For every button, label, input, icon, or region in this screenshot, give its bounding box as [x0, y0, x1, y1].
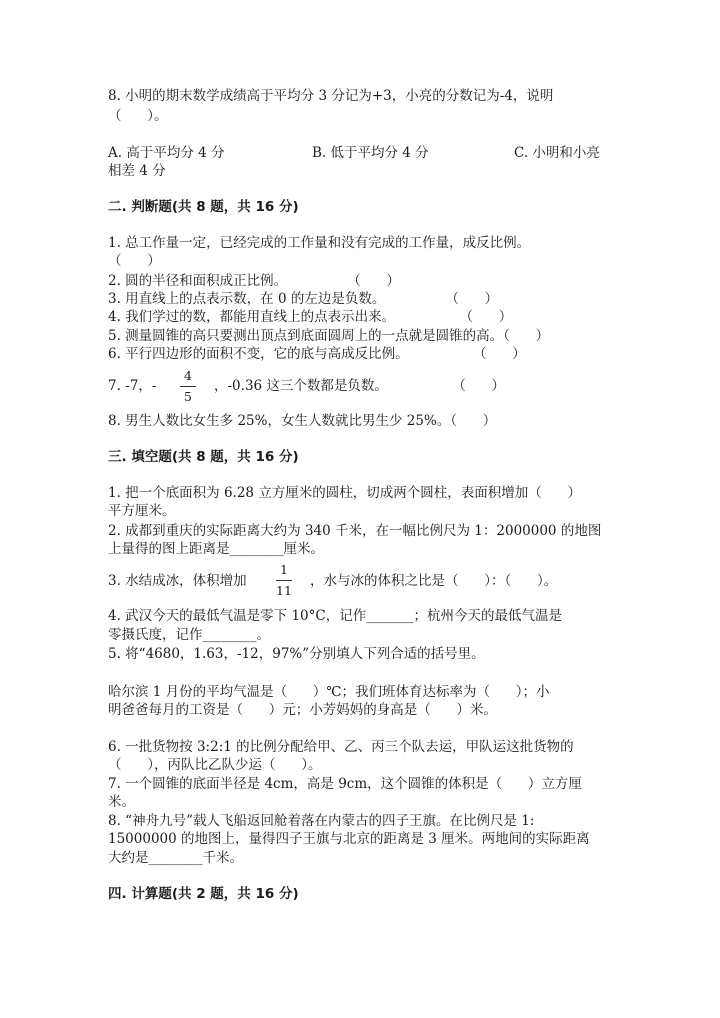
fraction-numerator: 4: [184, 368, 192, 383]
fill-q4-continued: 零摄氏度，记作________。: [108, 627, 270, 643]
fill-q8-line3: 大约是________千米。: [108, 850, 243, 866]
option-c: C. 小明和小亮: [514, 145, 600, 161]
section-2-title: 二. 判断题(共 8 题，共 16 分): [108, 199, 299, 215]
fill-q5-line3: 明爸爸每月的工资是（ ）元；小芳妈妈的身高是（ ）米。: [108, 702, 497, 718]
fraction-bar: [180, 386, 196, 387]
judge-q1-blank: （ ）: [108, 253, 161, 269]
judge-q3: 3. 用直线上的点表示数，在 0 的左边是负数。 （ ）: [108, 291, 499, 307]
fill-q5-line2: 哈尔滨 1 月份的平均气温是（ ）℃；我们班体育达标率为（ ）；小: [108, 684, 550, 700]
fraction-bar: [276, 580, 292, 581]
fraction-denominator: 5: [184, 389, 192, 404]
section-3-title: 三. 填空题(共 8 题，共 16 分): [108, 449, 299, 465]
option-b: B. 低于平均分 4 分: [312, 145, 429, 161]
judge-q2: 2. 圆的半径和面积成正比例。 （ ）: [108, 273, 400, 289]
fraction-one-eleventh: [274, 563, 294, 598]
fraction-denominator: 11: [276, 583, 292, 598]
fill-q1-continued: 平方厘米。: [108, 503, 176, 519]
fill-q4: 4. 武汉今天的最低气温是零下 10°C，记作_______；杭州今天的最低气温是: [108, 608, 562, 624]
judge-q6: 6. 平行四边形的面积不变，它的底与高成反比例。 （ ）: [108, 346, 526, 362]
question-8-blank: （ ）。: [108, 108, 168, 124]
judge-q7-prefix: 7. -7，-: [108, 378, 157, 394]
fill-q8: 8. “神舟九号”载人飞船返回舱着落在内蒙古的四子王旗。在比例尺是 1:: [108, 813, 535, 829]
option-c-continued: 相差 4 分: [108, 163, 166, 179]
fill-q2-continued: 上量得的图上距离是________厘米。: [108, 541, 324, 557]
judge-q7-suffix: ，-0.36 这三个数都是负数。 （ ）: [214, 378, 506, 394]
fill-q3-prefix: 3. 水结成冰，体积增加: [108, 573, 247, 589]
fill-q1: 1. 把一个底面积为 6.28 立方厘米的圆柱，切成两个圆柱，表面积增加（ ）: [108, 485, 582, 501]
question-8-text: 8. 小明的期末数学成绩高于平均分 3 分记为+3，小亮的分数记为-4，说明: [108, 88, 554, 104]
option-a: A. 高于平均分 4 分: [108, 145, 225, 161]
judge-q5: 5. 测量圆锥的高只要测出顶点到底面圆周上的一点就是圆锥的高。（ ）: [108, 328, 550, 344]
section-4-title: 四. 计算题(共 2 题，共 16 分): [108, 886, 299, 902]
judge-q1: 1. 总工作量一定，已经完成的工作量和没有完成的工作量，成反比例。: [108, 235, 531, 251]
fill-q5: 5. 将“4680，1.63，-12，97%”分别填人下列合适的括号里。: [108, 646, 485, 662]
judge-q4: 4. 我们学过的数，都能用直线上的点表示出来。 （ ）: [108, 309, 513, 325]
fill-q6: 6. 一批货物按 3:2:1 的比例分配给甲、乙、丙三个队去运，甲队运这批货物的: [108, 739, 574, 755]
fraction-four-fifths: [178, 369, 198, 404]
fill-q3-suffix: ，水与冰的体积之比是（ ）：（ ）。: [310, 573, 558, 589]
fill-q8-line2: 15000000 的地图上，量得四子王旗与北京的距离是 3 厘米。两地间的实际距离: [108, 831, 590, 847]
fill-q2: 2. 成都到重庆的实际距离大约为 340 千米，在一幅比例尺为 1：2000000 的地图: [108, 523, 602, 539]
judge-q8: 8. 男生人数比女生多 25%，女生人数就比男生少 25%。（ ）: [108, 413, 497, 429]
fill-q6-continued: （ ），丙队比乙队少运（ ）。: [108, 757, 322, 773]
fraction-numerator: 1: [280, 562, 288, 577]
fill-q7-continued: 米。: [108, 794, 135, 810]
fill-q7: 7. 一个圆锥的底面半径是 4cm，高是 9cm，这个圆锥的体积是（ ）立方厘: [108, 776, 582, 792]
